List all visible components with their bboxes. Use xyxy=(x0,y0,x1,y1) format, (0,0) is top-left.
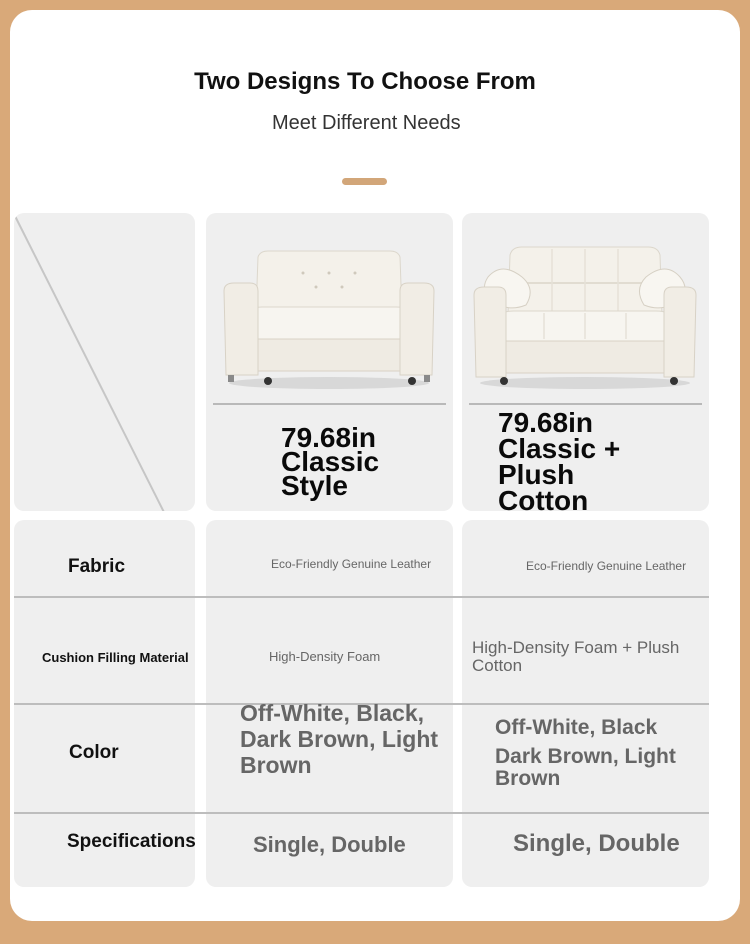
sofa-bed-with-pillows-icon xyxy=(470,233,700,393)
row-label-fabric: Fabric xyxy=(68,556,126,577)
color-value-plush-line2: Dark Brown, Light Brown xyxy=(495,745,676,790)
color-value-plush xyxy=(495,717,705,790)
page-title: Two Designs To Choose From xyxy=(194,68,536,95)
product-card-classic[interactable] xyxy=(206,213,453,511)
fabric-value-classic: Eco-Friendly Genuine Leather xyxy=(271,557,432,571)
diagonal-divider xyxy=(14,216,167,511)
row-divider xyxy=(14,812,709,814)
sofa-bed-icon xyxy=(218,235,440,395)
product-card-plush[interactable] xyxy=(462,213,709,511)
corner-header-cell xyxy=(14,213,195,511)
spec-value-classic: Single, Double xyxy=(253,832,406,857)
page-subtitle: Meet Different Needs xyxy=(272,112,461,134)
product-divider xyxy=(213,403,446,405)
row-label-cushion: Cushion Filling Material xyxy=(42,650,189,665)
color-value-classic: Off-White, Black, Dark Brown, Light Brown xyxy=(240,700,439,778)
product-name: 79.68in Classic Style xyxy=(281,422,380,501)
cushion-value-classic: High-Density Foam xyxy=(269,649,381,664)
fabric-value-plush: Eco-Friendly Genuine Leather xyxy=(526,559,687,573)
row-label-color: Color xyxy=(69,742,119,763)
spec-value-plush: Single, Double xyxy=(513,830,680,857)
accent-divider xyxy=(342,178,387,185)
row-label-specifications: Specifications xyxy=(67,831,196,852)
product-name: 79.68in Classic + Plush Cotton xyxy=(498,407,621,511)
product-divider xyxy=(469,403,702,405)
row-divider xyxy=(14,596,709,598)
color-value-plush-line1: Off-White, Black xyxy=(495,716,658,739)
cushion-value-plush: High-Density Foam + Plush Cotton xyxy=(472,638,680,675)
